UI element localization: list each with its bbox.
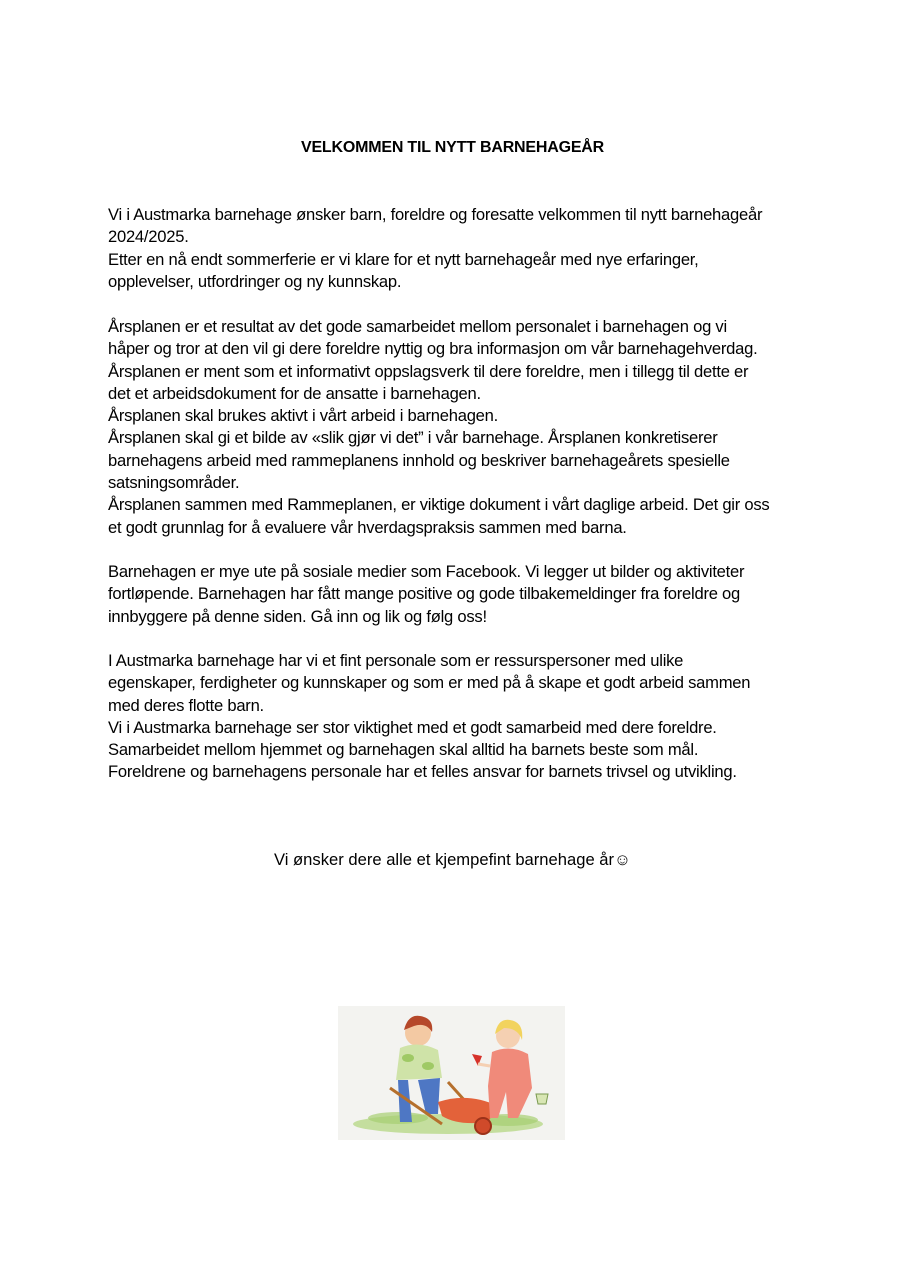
text-line: Årsplanen sammen med Rammeplanen, er viktige dokument i vårt daglige arbeid. Det gir oss <box>108 495 770 515</box>
text-line: Årsplanen er ment som et informativt oppslagsverk til dere foreldre, men i tillegg til dette er <box>108 361 749 381</box>
text-line: Foreldrene og barnehagens personale har et felles ansvar for barnets trivsel og utvikling. <box>108 762 737 782</box>
text-line: Vi i Austmarka barnehage ønsker barn, foreldre og foresatte velkommen til nytt barnehageår <box>108 205 763 224</box>
text-line: Årsplanen skal gi et bilde av «slik gjør vi det” i vår barnehage. Årsplanen konkretiserer <box>108 428 718 448</box>
text-line: Barnehagen er mye ute på sosiale medier som Facebook. Vi legger ut bilder og aktiviteter <box>108 562 745 581</box>
text-line: 2024/2025. <box>108 227 189 247</box>
paragraph-welcome <box>108 204 808 293</box>
text-line: barnehagens arbeid med rammeplanens innhold og beskriver barnehageårets spesielle <box>108 450 730 470</box>
text-line: innbyggere på denne siden. Gå inn og lik og følg oss! <box>108 606 487 626</box>
text-line: I Austmarka barnehage har vi et fint personale som er ressurspersoner med ulike <box>108 651 684 670</box>
children-wheelbarrow-illustration-icon <box>338 1006 565 1140</box>
paragraph-facebook <box>108 561 808 628</box>
text-line: egenskaper, ferdigheter og kunnskaper og som er med på å skape et godt arbeid sammen <box>108 673 751 693</box>
text-line: Årsplanen er et resultat av det gode samarbeidet mellom personalet i barnehagen og vi <box>108 317 727 336</box>
text-line: Etter en nå endt sommerferie er vi klare for et nytt barnehageår med nye erfaringer, <box>108 249 699 269</box>
text-line: Årsplanen skal brukes aktivt i vårt arbeid i barnehagen. <box>108 406 499 426</box>
text-line: opplevelser, utfordringer og ny kunnskap. <box>108 271 402 291</box>
page-title: VELKOMMEN TIL NYTT BARNEHAGEÅR <box>300 139 605 156</box>
text-line: med deres flotte barn. <box>108 695 264 715</box>
text-line: Samarbeidet mellom hjemmet og barnehagen skal alltid ha barnets beste som mål. <box>108 740 699 760</box>
text-line: det et arbeidsdokument for de ansatte i barnehagen. <box>108 383 481 403</box>
paragraph-arsplan <box>108 316 808 539</box>
text-line: et godt grunnlag for å evaluere vår hverdagspraksis sammen med barna. <box>108 517 627 537</box>
text-line: fortløpende. Barnehagen har fått mange positive og gode tilbakemeldinger fra foreldre og <box>108 584 741 604</box>
text-line: Vi i Austmarka barnehage ser stor viktighet med et godt samarbeid med dere foreldre. <box>108 717 717 737</box>
text-line: satsningsområder. <box>108 473 240 493</box>
paragraph-staff <box>108 650 808 784</box>
text-line: håper og tror at den vil gi dere foreldre nyttig og bra informasjon om vår barnehagehverdag. <box>108 339 758 359</box>
closing-greeting: Vi ønsker dere alle et kjempefint barnehage år☺ <box>273 850 631 869</box>
illustration-svg <box>338 1006 565 1140</box>
